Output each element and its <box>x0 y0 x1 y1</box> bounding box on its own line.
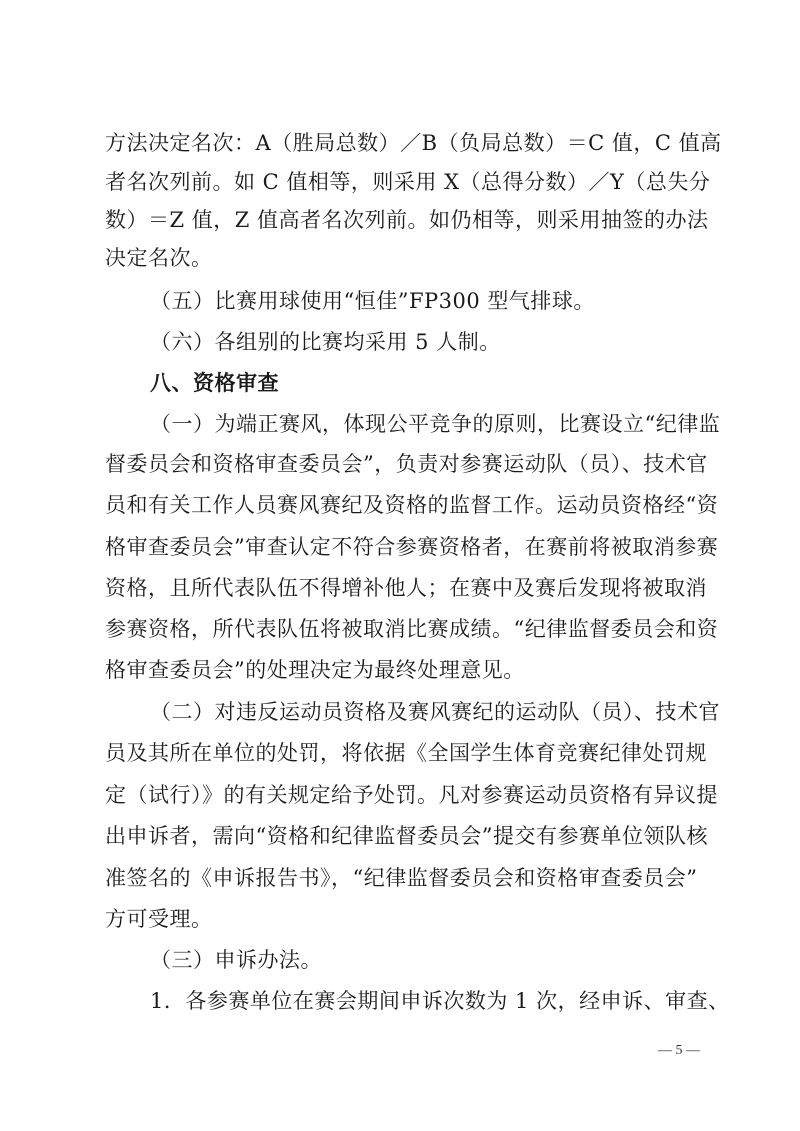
paragraph-line: （三）申诉办法。 <box>150 948 322 972</box>
section-heading: 八、资格审查 <box>150 371 279 395</box>
paragraph-line: （二）对违反运动员资格及赛风赛纪的运动队（员）、技术官 <box>150 700 720 724</box>
paragraph-line: 格审查委员会”审查认定不符合参赛资格者，在赛前将被取消参赛 <box>105 535 719 559</box>
paragraph-line: 参赛资格，所代表队伍将被取消比赛成绩。“纪律监督委员会和资 <box>105 617 719 641</box>
paragraph-line: 出申诉者，需向“资格和纪律监督委员会”提交有参赛单位领队核 <box>105 824 708 848</box>
paragraph-line: 准签名的《申诉报告书》，“纪律监督委员会和资格审查委员会” <box>105 866 698 890</box>
paragraph-line: （五）比赛用球使用“恒佳”FP300 型气排球。 <box>150 289 595 313</box>
paragraph-line: 方可受理。 <box>105 907 213 931</box>
paragraph-line: 者名次列前。如 C 值相等，则采用 X（总得分数）／Y（总失分 <box>105 170 711 194</box>
paragraph-line: 员及其所在单位的处罚，将依据《全国学生体育竞赛纪律处罚规 <box>105 741 707 765</box>
page-number: — 5 — <box>658 1043 700 1058</box>
paragraph-line: 方法决定名次：A（胜局总数）／B（负局总数）＝C 值，C 值高 <box>105 131 722 155</box>
paragraph-line: （六）各组别的比赛均采用 5 人制。 <box>150 330 501 354</box>
paragraph-line: 督委员会和资格审查委员会”，负责对参赛运动队（员）、技术官 <box>105 452 708 476</box>
paragraph-line: 资格，且所代表队伍不得增补他人；在赛中及赛后发现将被取消 <box>105 576 707 600</box>
paragraph-line: 格审查委员会”的处理决定为最终处理意见。 <box>105 658 525 682</box>
paragraph-line: 数）＝Z 值，Z 值高者名次列前。如仍相等，则采用抽签的办法 <box>105 208 709 232</box>
paragraph-line: 决定名次。 <box>105 246 213 270</box>
paragraph-line: 员和有关工作人员赛风赛纪及资格的监督工作。运动员资格经“资 <box>105 493 719 517</box>
paragraph-line: （一）为端正赛风，体现公平竞争的原则，比赛设立“纪律监 <box>150 412 721 436</box>
paragraph-line: 1．各参赛单位在赛会期间申诉次数为 1 次，经申诉、审查、 <box>150 989 730 1013</box>
paragraph-line: 定（试行）》的有关规定给予处罚。凡对参赛运动员资格有异议提 <box>105 783 718 807</box>
